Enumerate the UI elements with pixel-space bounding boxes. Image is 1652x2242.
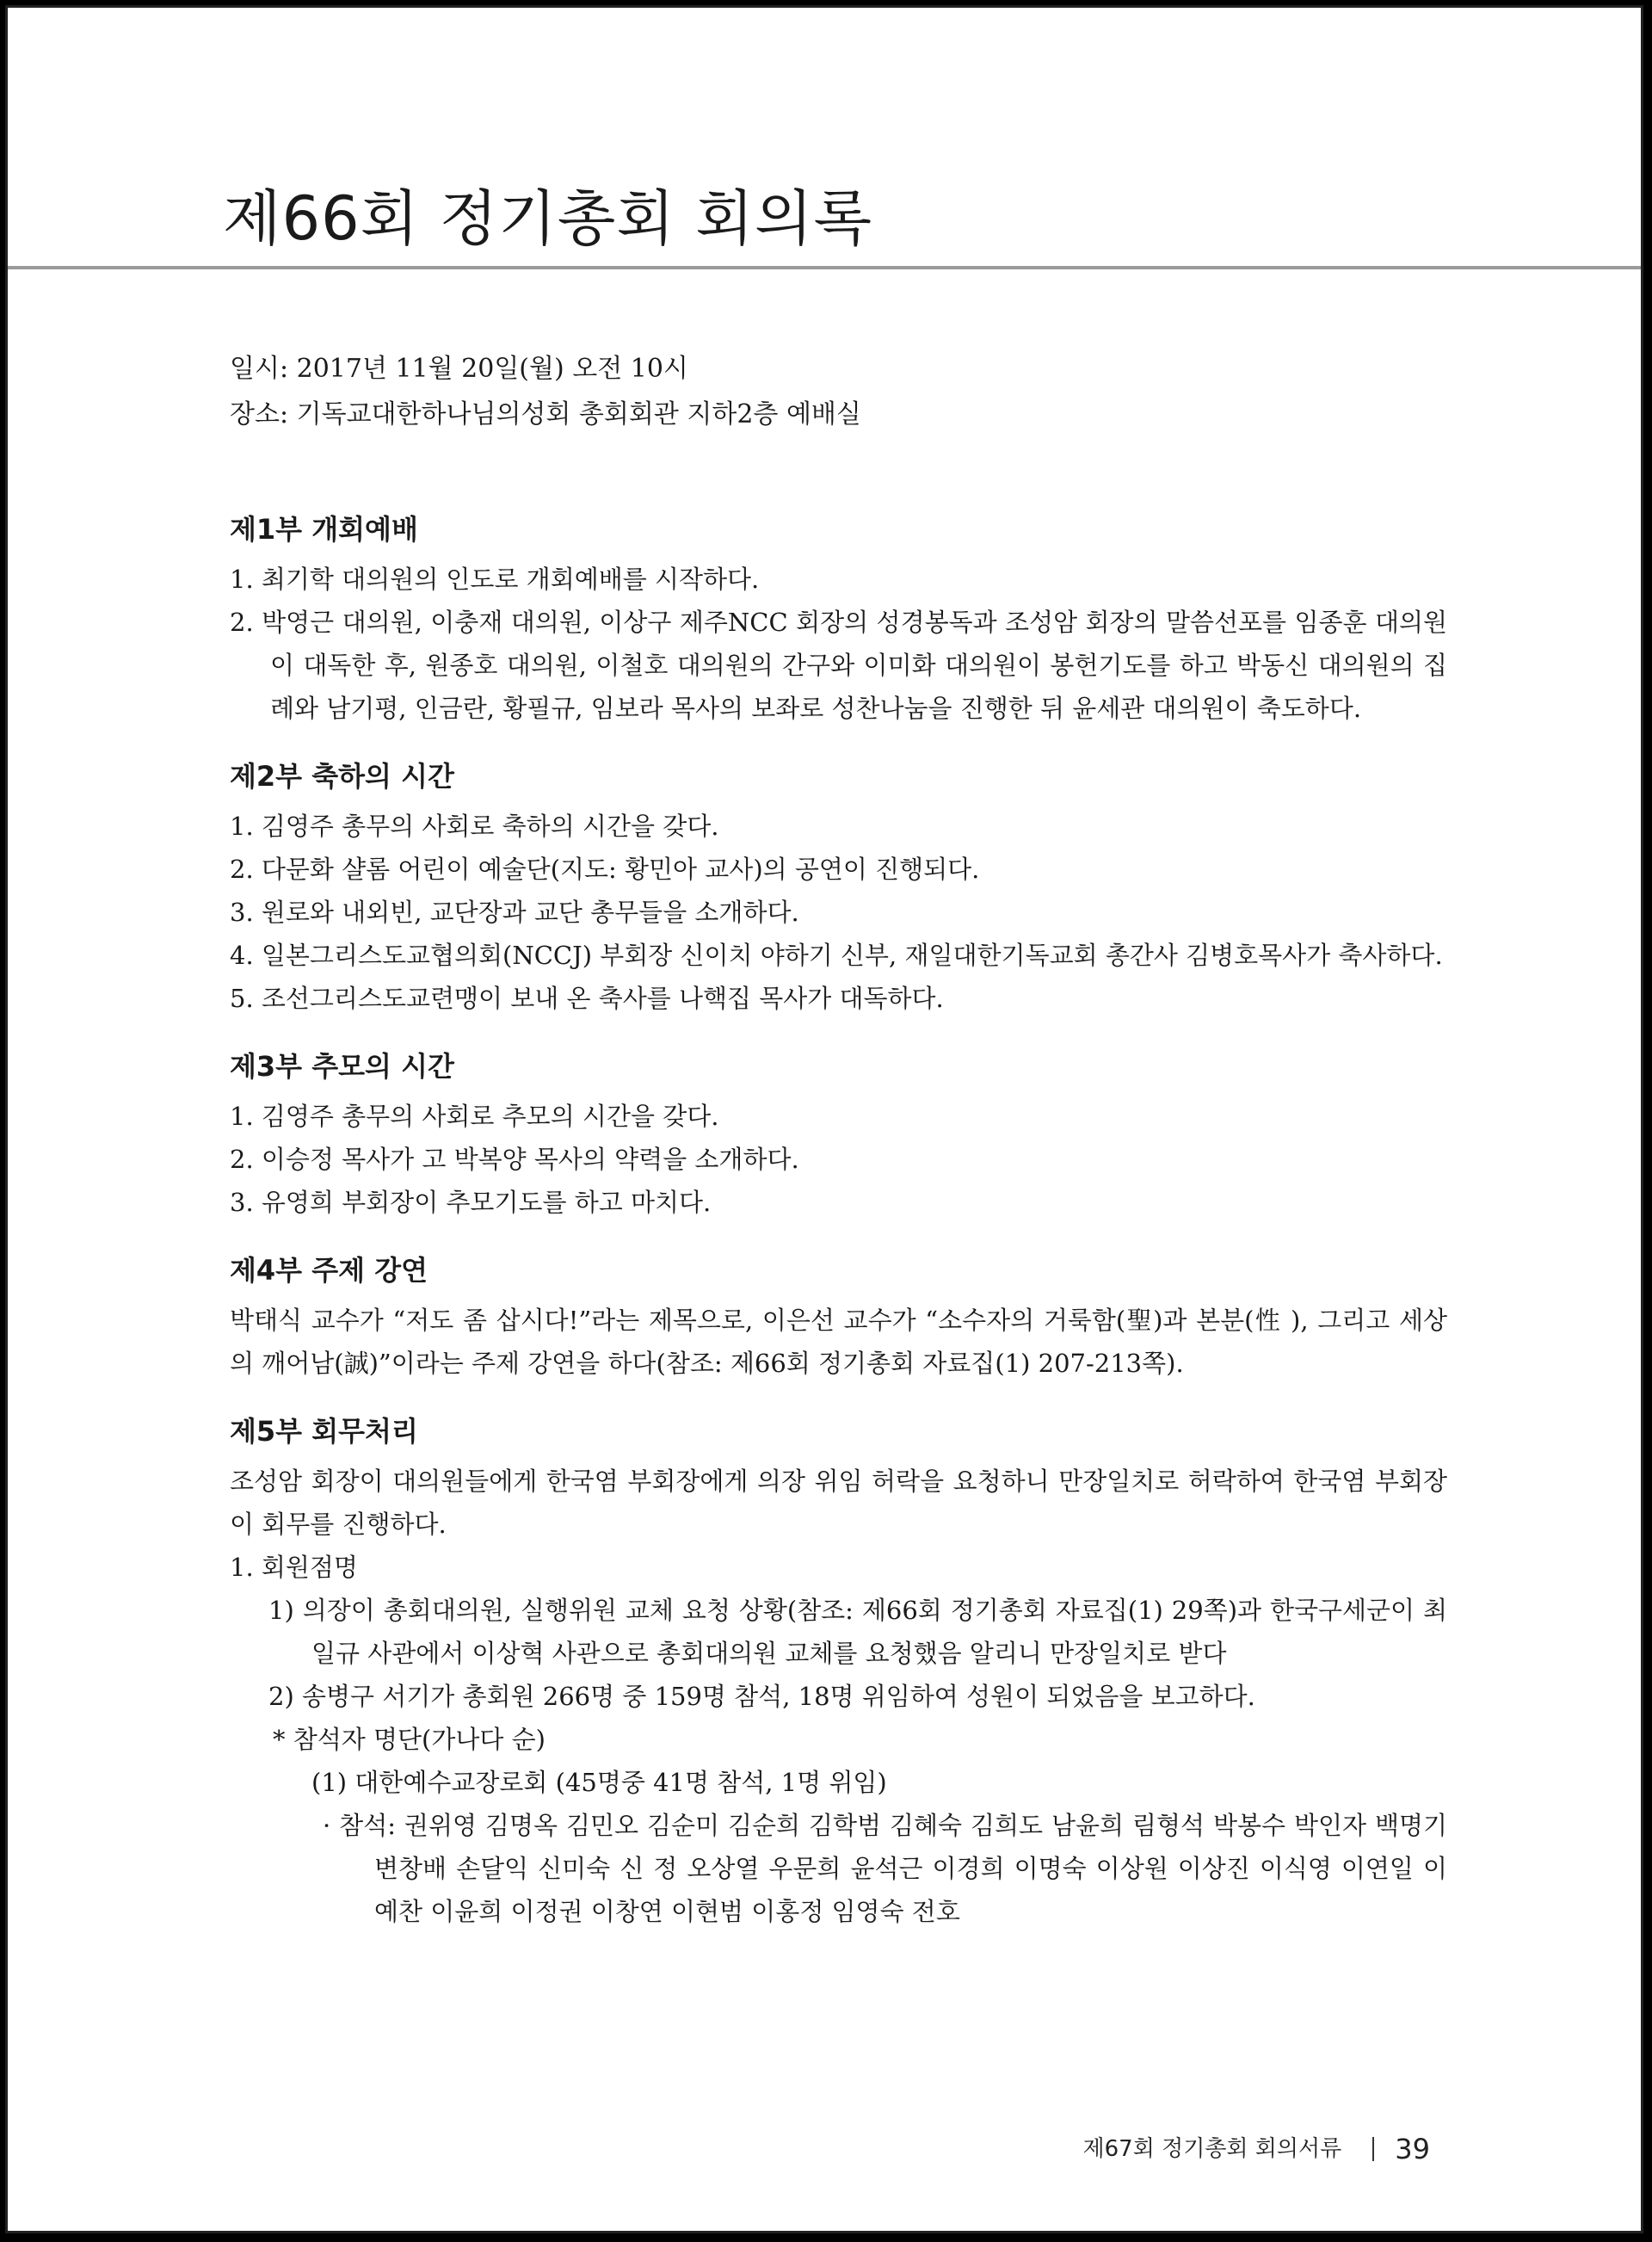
section-opening-worship — [230, 504, 1447, 730]
footer-doc-title: 제67회 정기총회 회의서류 — [1082, 2136, 1342, 2162]
section-heading: 제4부 주제 강연 — [230, 1254, 428, 1287]
page-footer — [1083, 2132, 1431, 2166]
list-item: 2. 박영근 대의원, 이충재 대의원, 이상구 제주NCC 회장의 성경봉독과 조성암 회장의 말씀선포를 임종훈 대의원이 대독한 후, 원종호 대의원, 이철호 대의원의 간구와 이미화 대의원이 봉헌기도를 하고 박동신 대의원의 집례와 남기평, 인금란, 황필규, 임보라 목사의 보좌로 성찬나눔을 진행한 뒤 윤세관 대의원이 축도하다. — [230, 608, 1447, 723]
document-page — [5, 5, 1643, 2233]
title-divider — [8, 266, 1641, 269]
roll-call-label: 1. 회원점명 — [230, 1553, 358, 1582]
list-item: 4. 일본그리스도교협의회(NCCJ) 부회장 신이치 야하기 신부, 재일대한기독교회 총간사 김병호목사가 축사하다. — [230, 941, 1443, 970]
list-item: 1. 최기학 대의원의 인도로 개회예배를 시작하다. — [230, 565, 760, 594]
page-title: 제66회 정기총회 회의록 — [223, 183, 873, 254]
section-paragraph: 조성암 회장이 대의원들에게 한국염 부회장에게 의장 위임 허락을 요청하니 만장일치로 허락하여 한국염 부회장이 회무를 진행하다. — [230, 1467, 1447, 1539]
section-paragraph: 박태식 교수가 “저도 좀 삽시다!”라는 제목으로, 이은선 교수가 “소수자의 거룩함(聖)과 본분(性 ), 그리고 세상의 깨어남(誠)”이라는 주제 강연을 하다(참조: 제66회 정기총회 자료집(1) 207-213쪽). — [230, 1306, 1447, 1378]
footer-separator — [1372, 2137, 1374, 2161]
attendee-list: · 참석: 권위영 김명옥 김민오 김순미 김순희 김학범 김혜숙 김희도 남윤희 림형석 박봉수 박인자 백명기 변창배 손달익 신미숙 신 정 오상열 우문희 윤석근 이경희 이명숙 이상원 이상진 이식영 이연일 이예찬 이윤희 이정권 이창연 이현범 이홍정 임영숙 전호 — [323, 1811, 1447, 1926]
meeting-place: 장소: 기독교대한하나님의성회 총회회관 지하2층 예배실 — [230, 399, 861, 429]
section-celebration — [230, 751, 1447, 1020]
minutes-body — [230, 504, 1447, 1955]
list-item: 5. 조선그리스도교련맹이 보내 온 축사를 나핵집 목사가 대독하다. — [230, 984, 944, 1013]
list-item: 2. 다문화 샬롬 어린이 예술단(지도: 황민아 교사)의 공연이 진행되다. — [230, 855, 980, 884]
section-heading: 제2부 축하의 시간 — [230, 760, 454, 793]
list-item: 3. 유영희 부회장이 추모기도를 하고 마치다. — [230, 1188, 712, 1217]
sub-item: 1) 의장이 총회대의원, 실행위원 교체 요청 상황(참조: 제66회 정기총회 자료집(1) 29쪽)과 한국구세군이 최일규 사관에서 이상혁 사관으로 총회대의원 교체를 요청했음 알리니 만장일치로 받다 — [268, 1596, 1447, 1668]
meeting-date: 일시: 2017년 11월 20일(월) 오전 10시 — [230, 354, 688, 384]
sub-item: 2) 송병구 서기가 총회원 266명 중 159명 참석, 18명 위임하여 성원이 되었음을 보고하다. — [268, 1682, 1255, 1711]
section-heading: 제1부 개회예배 — [230, 513, 418, 546]
section-business — [230, 1406, 1447, 1933]
list-item: 1. 김영주 총무의 사회로 축하의 시간을 갖다. — [230, 812, 719, 841]
attendance-note: * 참석자 명단(가나다 순) — [273, 1725, 546, 1754]
section-heading: 제5부 회무처리 — [230, 1415, 418, 1448]
section-memorial — [230, 1041, 1447, 1224]
list-item: 1. 김영주 총무의 사회로 추모의 시간을 갖다. — [230, 1102, 719, 1131]
page-number: 39 — [1395, 2133, 1430, 2165]
list-item: 2. 이승정 목사가 고 박복양 목사의 약력을 소개하다. — [230, 1145, 799, 1174]
attendance-group: (1) 대한예수교장로회 (45명중 41명 참석, 1명 위임) — [311, 1768, 887, 1797]
section-heading: 제3부 추모의 시간 — [230, 1050, 454, 1083]
section-keynote — [230, 1245, 1447, 1385]
list-item: 3. 원로와 내외빈, 교단장과 교단 총무들을 소개하다. — [230, 898, 799, 927]
